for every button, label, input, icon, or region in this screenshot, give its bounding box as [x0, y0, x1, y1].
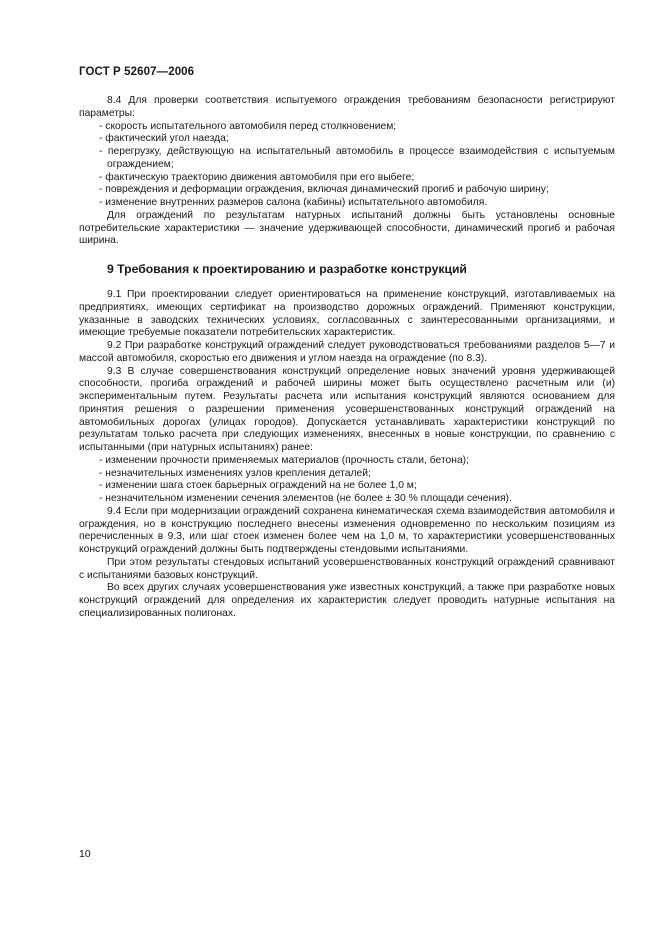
clause-9-4: 9.4 Если при модернизации ограждений сохранена кинематическая схема взаимодействия автомобиля и ограждения, но в конструкцию последнего внесены изменения одновременно по нескольким позициям из перечисленных в 9.3, или шаг стоек изменен более чем на 1,0 м, то характеристики усовершенствованных конструкций ограждений должны быть подтверждены стендовыми испытаниями.	[79, 505, 615, 555]
clause-9-4-other-cases: Во всех других случаях усовершенствования уже известных конструкций, а также при разработке новых конструкций ограждений для определения их характеристик следует проводить натурные испытания на специализированных полигонах.	[79, 582, 615, 619]
page-number: 10	[79, 848, 91, 860]
document-body	[79, 95, 615, 621]
list-item: - изменение внутренних размеров салона (кабины) испытательного автомобиля.	[99, 197, 488, 208]
list-item: - изменении прочности применяемых материалов (прочность стали, бетона);	[99, 454, 469, 466]
list-item: - незначительном изменении сечения элементов (не более ± 30 % площади сечения).	[99, 493, 512, 504]
clause-9-2: 9.2 При разработке конструкций ограждений следует руководствоваться требованиями разделов 5—7 и массой автомобиля, скоростью его движения и углом наезда на ограждение (по 8.3).	[79, 340, 615, 364]
clause-9-4-comparison: При этом результаты стендовых испытаний усовершенствованных конструкций ограждений сравнивают с испытаниями базовых конструкций.	[79, 556, 615, 581]
section-9-title: 9 Требования к проектированию и разработке конструкций	[107, 262, 467, 276]
clause-8-4-closing: Для ограждений по результатам натурных испытаний должны быть установлены основные потребительские характеристики — значение удерживающей способности, динамический прогиб и рабочая ширина.	[79, 209, 615, 247]
list-item: - перегрузку, действующую на испытательный автомобиль в процессе взаимодействия с испытуемым ограждением;	[99, 146, 615, 170]
clause-8-4-intro: 8.4 Для проверки соответствия испытуемого ограждения требованиям безопасности регистрируют параметры:	[79, 95, 615, 119]
list-item: - фактический угол наезда;	[99, 133, 229, 145]
list-item: - изменении шага стоек барьерных ограждений на не более 1,0 м;	[99, 480, 417, 492]
standard-header: ГОСТ Р 52607—2006	[79, 66, 195, 78]
list-item: - незначительных изменениях узлов крепления деталей;	[99, 467, 371, 479]
clause-9-1: 9.1 При проектировании следует ориентироваться на применение конструкций, изготавливаемых на предприятиях, имеющих сертификат на производство дорожных ограждений. Применяют конструкции, указанные в заводских технических условиях, согласованных с заинтересованными организациями, и имеющие требуемые показатели потребительских характеристик.	[79, 289, 615, 339]
list-item: - скорость испытательного автомобиля перед столкновением;	[99, 120, 397, 132]
clause-9-3: 9.3 В случае совершенствования конструкций определение новых значений уровня удерживающей способности, прогиба ограждений и рабочей ширины может быть осуществлено расчетным или (и) экспериментальным путем. Результаты расчета или испытания конструкций являются основанием для принятия решения о разрешении применения усовершенствованных конструкций ограждений на автомобильных дорогах (улицах городов). Допускается устанавливать характеристики конструкций по результатам только расчета при следующих изменениях, внесенных в новые конструкции, по сравнению с испытанными (при натурных испытаниях) ранее:	[79, 365, 615, 453]
list-item: - фактическую траекторию движения автомобиля при его выбеге;	[99, 171, 415, 183]
list-item: - повреждения и деформации ограждения, включая динамический прогиб и рабочую ширину;	[99, 184, 549, 196]
